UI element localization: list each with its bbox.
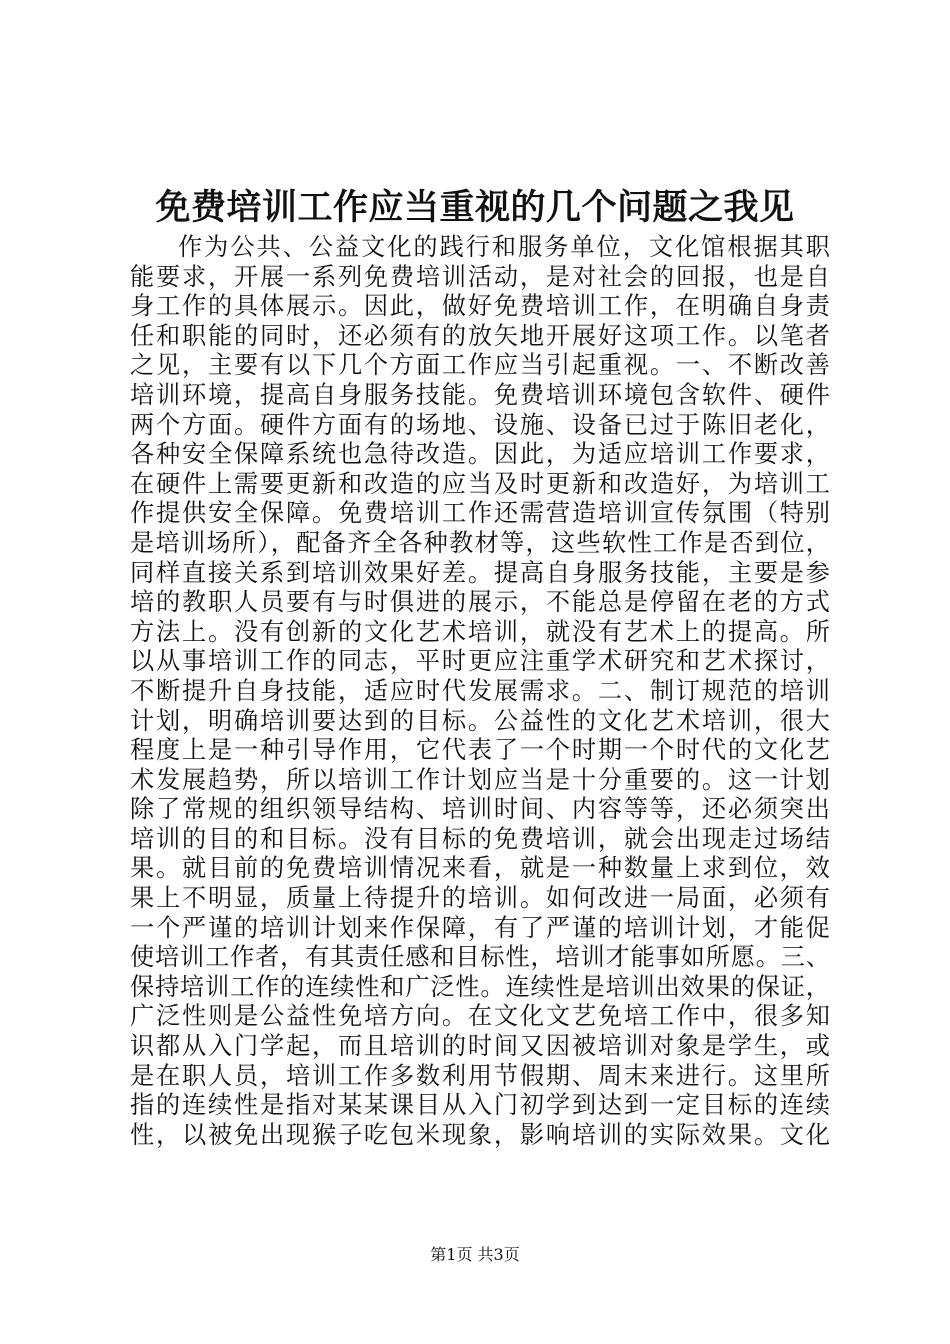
body-line: 之见，主要有以下几个方面工作应当引起重视。一、不断改善 — [130, 351, 830, 380]
body-line: 培训环境，提高自身服务技能。免费培训环境包含软件、硬件 — [130, 380, 830, 409]
body-line: 果。就目前的免费培训情况来看，就是一种数量上求到位，效 — [130, 854, 830, 883]
body-line: 同样直接关系到培训效果好差。提高自身服务技能，主要是参 — [130, 558, 830, 587]
body-line: 培的教职人员要有与时俱进的展示，不能总是停留在老的方式 — [130, 588, 830, 617]
body-line: 保持培训工作的连续性和广泛性。连续性是培训出效果的保证， — [130, 972, 830, 1001]
body-line: 指的连续性是指对某某课目从入门初学到达到一定目标的连续 — [130, 1091, 830, 1120]
body-line: 不断提升自身技能，适应时代发展需求。二、制订规范的培训 — [130, 676, 830, 705]
document-title: 免费培训工作应当重视的几个问题之我见 — [155, 187, 795, 228]
body-line: 性，以被免出现猴子吃包米现象，影响培训的实际效果。文化 — [130, 1120, 830, 1149]
document-body — [130, 233, 830, 1150]
body-line: 除了常规的组织领导结构、培训时间、内容等等，还必须突出 — [130, 795, 830, 824]
body-line: 术发展趋势，所以培训工作计划应当是十分重要的。这一计划 — [130, 765, 830, 794]
body-line: 任和职能的同时，还必须有的放矢地开展好这项工作。以笔者 — [130, 321, 830, 350]
body-line: 以从事培训工作的同志，平时更应注重学术研究和艺术探讨， — [130, 647, 830, 676]
body-line: 身工作的具体展示。因此，做好免费培训工作，在明确自身责 — [130, 292, 830, 321]
body-line: 一个严谨的培训计划来作保障，有了严谨的培训计划，才能促 — [130, 913, 830, 942]
body-line: 程度上是一种引导作用，它代表了一个时期一个时代的文化艺 — [130, 736, 830, 765]
body-line: 广泛性则是公益性免培方向。在文化文艺免培工作中，很多知 — [130, 1002, 830, 1031]
body-line: 识都从入门学起，而且培训的时间又因被培训对象是学生，或 — [130, 1032, 830, 1061]
body-line: 能要求，开展一系列免费培训活动，是对社会的回报，也是自 — [130, 262, 830, 291]
body-line: 是培训场所），配备齐全各种教材等，这些软性工作是否到位， — [130, 528, 830, 557]
body-line: 培训的目的和目标。没有目标的免费培训，就会出现走过场结 — [130, 824, 830, 853]
page-footer: 第1页 共3页 — [430, 1245, 520, 1264]
body-line: 果上不明显，质量上待提升的培训。如何改进一局面，必须有 — [130, 884, 830, 913]
body-line: 方法上。没有创新的文化艺术培训，就没有艺术上的提高。所 — [130, 617, 830, 646]
body-line: 作为公共、公益文化的践行和服务单位，文化馆根据其职 — [178, 233, 830, 261]
body-line: 两个方面。硬件方面有的场地、设施、设备已过于陈旧老化， — [130, 410, 830, 439]
body-line: 计划，明确培训要达到的目标。公益性的文化艺术培训，很大 — [130, 706, 830, 735]
body-line: 作提供安全保障。免费培训工作还需营造培训宣传氛围（特别 — [130, 499, 830, 528]
body-line: 使培训工作者，有其责任感和目标性，培训才能事如所愿。三、 — [130, 943, 830, 972]
body-line: 各种安全保障系统也急待改造。因此，为适应培训工作要求， — [130, 440, 830, 469]
body-line: 在硬件上需要更新和改造的应当及时更新和改造好，为培训工 — [130, 469, 830, 498]
body-line: 是在职人员，培训工作多数利用节假期、周末来进行。这里所 — [130, 1061, 830, 1090]
